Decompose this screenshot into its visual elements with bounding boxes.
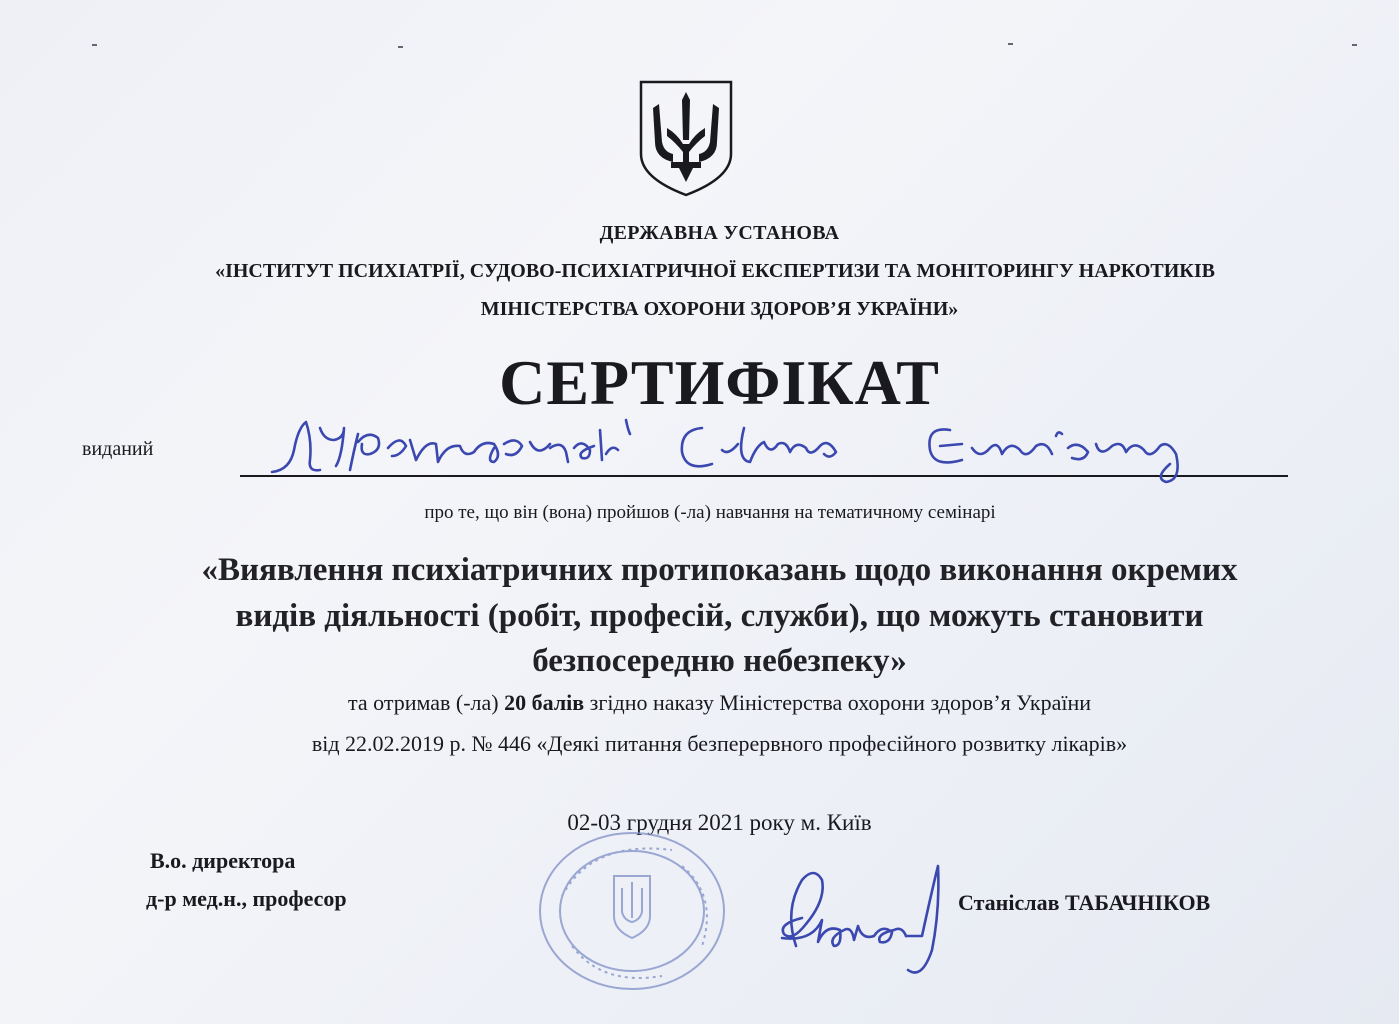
issued-label: виданий (82, 438, 154, 460)
organization-line-3: МІНІСТЕРСТВА ОХОРОНИ ЗДОРОВ’Я УКРАЇНИ» (480, 298, 959, 320)
edge-mark (398, 46, 403, 48)
seminar-title-line-2: видів діяльності (робіт, професій, служби), що можуть становити (235, 598, 1204, 634)
organization-line-1: ДЕРЖАВНА УСТАНОВА (599, 222, 840, 244)
trident-icon (637, 78, 735, 198)
recipient-handwriting (250, 400, 1290, 485)
date-place: 02-03 грудня 2021 року м. Київ (567, 810, 872, 835)
director-degree: д-р мед.н., професор (146, 886, 347, 911)
signer-name: Станіслав ТАБАЧНІКОВ (958, 890, 1211, 915)
seminar-title-line-3: безпосередню небезпеку» (532, 643, 907, 679)
result-line-1 (20, 690, 1399, 716)
edge-mark (1352, 44, 1357, 46)
signature (762, 850, 962, 990)
result-text: та отримав (-ла) (347, 690, 505, 715)
seal-stamp (532, 826, 732, 996)
seminar-title-line-1: «Виявлення психіатричних протипоказань щодо виконання окремих (201, 552, 1238, 588)
certificate-title: СЕРТИФІКАТ (499, 347, 940, 418)
edge-mark (92, 44, 97, 46)
edge-mark (1008, 43, 1013, 45)
result-line-2: від 22.02.2019 р. № 446 «Деякі питання безперервного професійного розвитку лікарів» (311, 731, 1128, 756)
points-value: 20 балів (504, 690, 585, 715)
director-position: В.о. директора (150, 848, 296, 873)
organization-line-2: «ІНСТИТУТ ПСИХІАТРІЇ, СУДОВО-ПСИХІАТРИЧНОЇ ЕКСПЕРТИЗИ ТА МОНІТОРИНГУ НАРКОТИКІВ (215, 260, 1215, 282)
statement: про те, що він (вона) пройшов (-ла) навчання на тематичному семінарі (424, 502, 996, 523)
result-text: згідно наказу Міністерства охорони здоров’я України (584, 690, 1092, 715)
